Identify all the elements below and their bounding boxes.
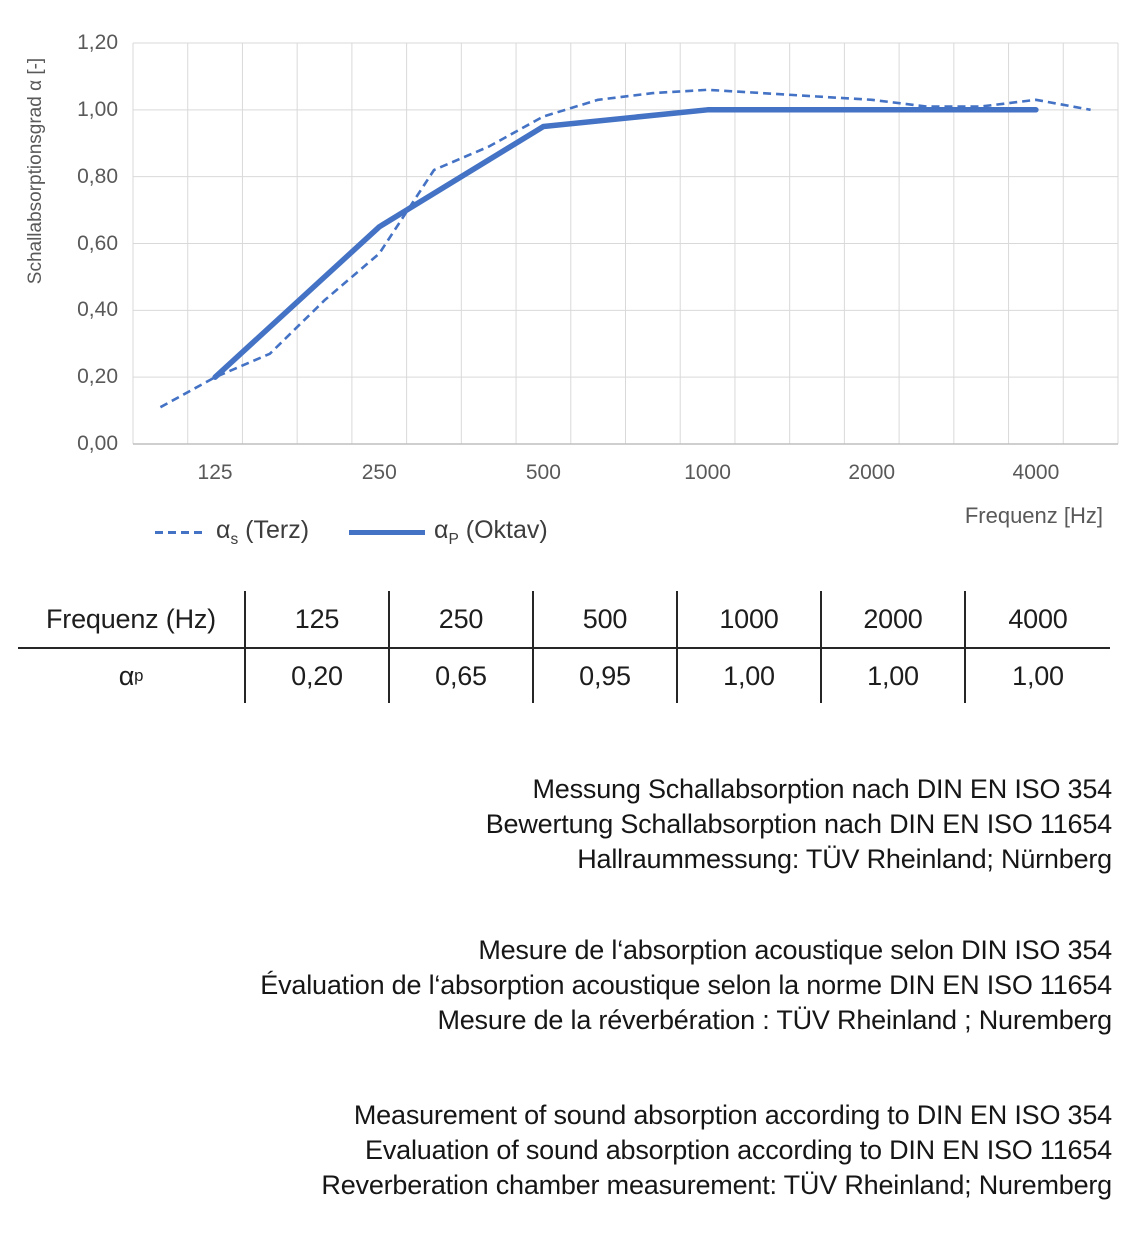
table-row-label: α p xyxy=(18,649,246,703)
legend-symbol-subscript: P xyxy=(448,531,459,548)
chart-legend xyxy=(155,516,548,549)
note-line: Hallraummessung: TÜV Rheinland; Nürnberg xyxy=(577,844,1112,874)
note-line: Mesure de l‘absorption acoustique selon DIN ISO 354 xyxy=(478,935,1112,965)
table-value-cell: 0,20 xyxy=(246,649,390,703)
x-tick-label: 125 xyxy=(197,461,233,484)
table-header-cell: 500 xyxy=(534,591,678,649)
plot-area xyxy=(133,43,1118,444)
table-value-cell: 1,00 xyxy=(1012,660,1064,691)
table-value-cell: 1,00 xyxy=(678,649,822,703)
y-tick-label: 0,60 xyxy=(77,231,118,255)
y-tick-label: 1,00 xyxy=(77,97,118,121)
x-tick-label: 1000 xyxy=(684,461,731,484)
note-block-german xyxy=(486,772,1112,877)
y-axis-tick-labels xyxy=(0,31,118,455)
solid-line-sample-icon xyxy=(349,530,425,535)
x-axis-title: Frequenz [Hz] xyxy=(964,503,1103,528)
x-tick-label: 250 xyxy=(361,461,397,484)
table-header-cell: 2000 xyxy=(822,591,966,649)
y-tick-label: 0,20 xyxy=(77,365,118,389)
legend-suffix: (Oktav) xyxy=(458,516,548,544)
x-tick-label: 4000 xyxy=(1012,461,1060,484)
note-line: Bewertung Schallabsorption nach DIN EN ISO 11654 xyxy=(485,809,1112,839)
legend-label-alpha-p xyxy=(434,516,548,549)
x-tick-label: 2000 xyxy=(848,461,896,484)
y-tick-label: 0,80 xyxy=(77,164,118,188)
note-line: Reverberation chamber measurement: TÜV Rheinland; Nuremberg xyxy=(321,1170,1112,1200)
legend-symbol-subscript: s xyxy=(230,531,239,548)
table-header-cell: 1000 xyxy=(678,591,822,649)
note-line: Évaluation de l‘absorption acoustique selon la norme DIN EN ISO 11654 xyxy=(260,970,1112,1000)
table-value-cell: 0,65 xyxy=(390,649,534,703)
legend-symbol: α xyxy=(216,516,231,544)
absorption-values-table xyxy=(18,591,1110,703)
legend-label-alpha-s xyxy=(216,516,309,549)
y-axis-title: Schallabsorptionsgrad α [-] xyxy=(25,57,46,285)
note-line: Mesure de la réverbération : TÜV Rheinland ; Nuremberg xyxy=(437,1005,1112,1035)
note-block-english xyxy=(321,1098,1112,1203)
note-block-french xyxy=(260,933,1112,1038)
legend-item-alpha-s xyxy=(155,516,309,549)
y-tick-label: 0,40 xyxy=(77,298,118,322)
y-tick-label: 0,00 xyxy=(77,432,118,455)
table-value-cell: 1,00 xyxy=(822,649,966,703)
dashed-line-sample-icon xyxy=(155,531,207,534)
table-header-cell: 125 xyxy=(246,591,390,649)
note-line: Measurement of sound absorption according to DIN EN ISO 354 xyxy=(353,1100,1112,1130)
table-header-cell: 4000 xyxy=(966,591,1110,649)
legend-item-alpha-p xyxy=(349,516,548,549)
x-tick-label: 500 xyxy=(525,461,561,484)
note-line: Messung Schallabsorption nach DIN EN ISO 354 xyxy=(532,774,1112,804)
x-axis-tick-labels xyxy=(133,461,1118,487)
note-line: Evaluation of sound absorption according to DIN EN ISO 11654 xyxy=(365,1135,1112,1165)
y-tick-label: 1,20 xyxy=(77,31,118,54)
legend-suffix: (Terz) xyxy=(238,516,310,544)
legend-symbol: α xyxy=(434,516,449,544)
table-header-cell: Frequenz (Hz) xyxy=(18,591,246,649)
table-value-cell: 0,95 xyxy=(534,649,678,703)
table-header-cell: 250 xyxy=(390,591,534,649)
